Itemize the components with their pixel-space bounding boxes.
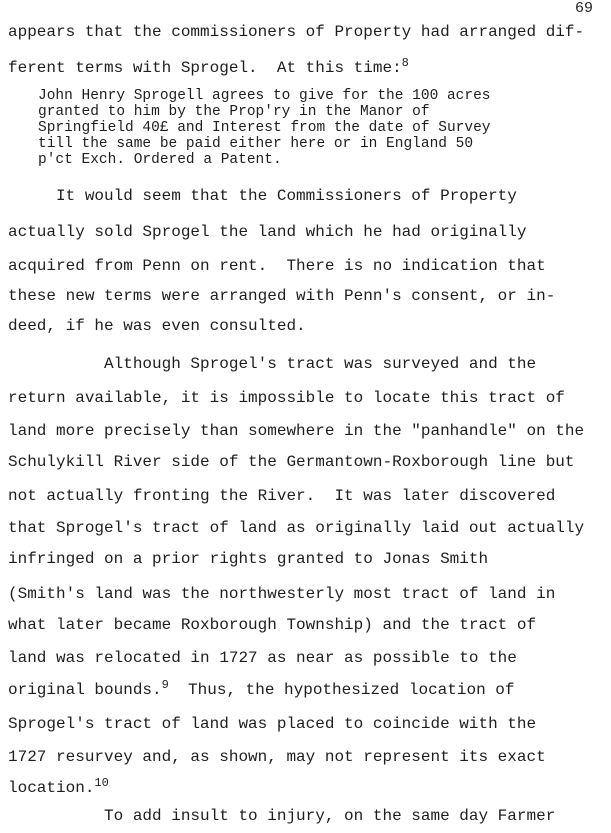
paragraph-line: return available, it is impossible to locate this tract of [8,389,565,407]
footnote-ref-8: 8 [401,56,409,70]
paragraph-line: Schulykill River side of the Germantown-Roxborough line but [8,453,575,471]
paragraph-line [8,680,514,700]
quote-line-4: till the same be paid either here or in England 50 [38,136,474,152]
paragraph-line: Although Sprogel's tract was surveyed and the [8,355,537,373]
intro-line-1: appears that the commissioners of Property had arranged dif- [8,23,585,41]
paragraph-line: these new terms were arranged with Penn's consent, or in- [8,287,556,305]
quote-line-1: John Henry Sprogell agrees to give for the 100 acres [38,88,491,104]
paragraph-line: deed, if he was even consulted. [8,317,306,335]
page-number: 69 [574,0,593,17]
paragraph-line: what later became Roxborough Township) and the tract of [8,616,537,634]
paragraph-line: that Sprogel's tract of land as originally laid out actually [8,519,585,537]
quote-line-2: granted to him by the Prop'ry in the Manor of [38,104,430,120]
paragraph-line: actually sold Sprogel the land which he had originally [8,223,527,241]
line-text: original bounds. [8,681,162,699]
paragraph-line: not actually fronting the River. It was later discovered [8,487,556,505]
paragraph-line [8,778,109,798]
paragraph-line: acquired from Penn on rent. There is no indication that [8,257,546,275]
line-text: location. [8,779,95,797]
intro-line-2-text: ferent terms with Sprogel. At this time: [8,59,402,77]
paragraph-line: infringed on a prior rights granted to Jonas Smith [8,550,489,568]
footnote-ref-9: 9 [161,678,169,692]
paragraph-line: To add insult to injury, on the same day Farmer [8,807,556,825]
quote-line-3: Springfield 40£ and Interest from the date of Survey [38,120,491,136]
footnote-ref-10: 10 [94,776,109,790]
paragraph-line: It would seem that the Commissioners of Property [8,187,517,205]
line-text: Thus, the hypothesized location of [168,681,515,699]
paragraph-line: land more precisely than somewhere in the "panhandle" on the [8,422,585,440]
paragraph-line: Sprogel's tract of land was placed to coincide with the [8,715,537,733]
intro-line-2 [8,58,409,78]
paragraph-line: 1727 resurvey and, as shown, may not represent its exact [8,748,546,766]
paragraph-line: land was relocated in 1727 as near as possible to the [8,649,517,667]
quote-line-5: p'ct Exch. Ordered a Patent. [38,152,282,168]
paragraph-line: (Smith's land was the northwesterly most tract of land in [8,585,556,603]
